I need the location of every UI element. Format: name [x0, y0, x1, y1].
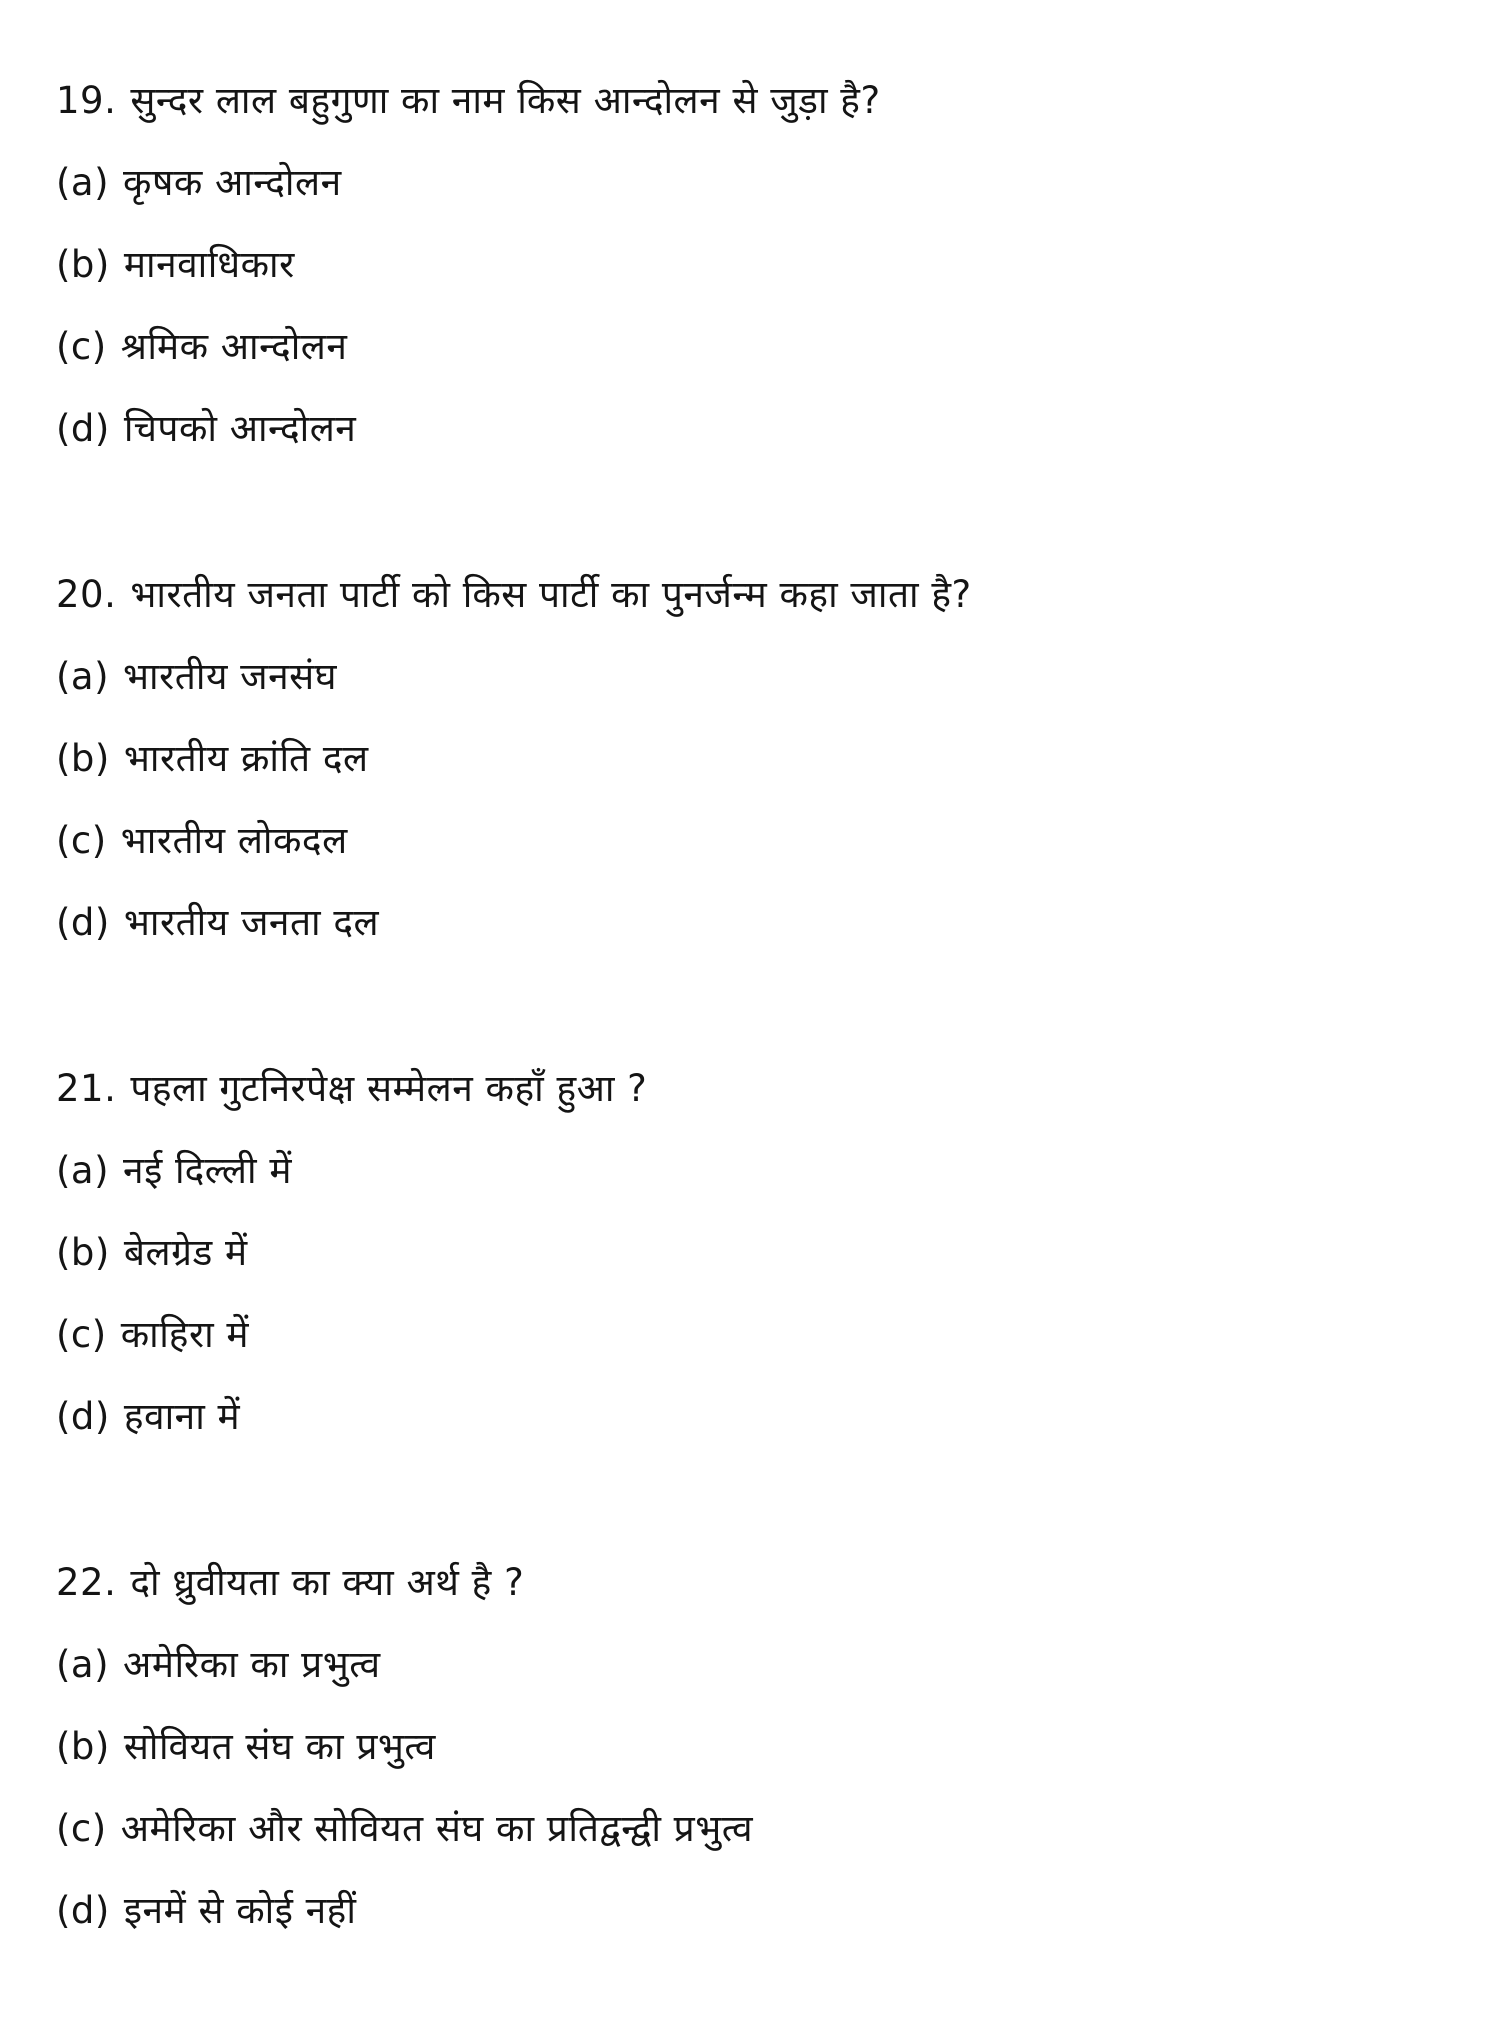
option-label: (d): [56, 1395, 110, 1438]
option-label: (c): [56, 1313, 107, 1356]
question-line: [56, 60, 1456, 142]
option-d: [56, 1376, 1456, 1458]
option-a: [56, 636, 1456, 718]
option-c: [56, 800, 1456, 882]
option-text: भारतीय जनसंघ: [123, 655, 338, 698]
option-text: चिपको आन्दोलन: [123, 407, 357, 450]
question-number: 20.: [56, 573, 117, 616]
option-text: नई दिल्ली में: [123, 1149, 292, 1192]
option-label: (d): [56, 901, 110, 944]
option-d: [56, 882, 1456, 964]
option-text: बेलग्रेड में: [123, 1231, 248, 1274]
option-b: [56, 224, 1456, 306]
option-label: (a): [56, 655, 110, 698]
option-b: [56, 718, 1456, 800]
option-c: [56, 1294, 1456, 1376]
option-b: [56, 1212, 1456, 1294]
question-20: [56, 554, 1456, 964]
option-c: [56, 306, 1456, 388]
question-line: [56, 554, 1456, 636]
option-d: [56, 388, 1456, 470]
option-label: (b): [56, 1231, 110, 1274]
option-label: (b): [56, 737, 110, 780]
option-text: काहिरा में: [120, 1313, 250, 1356]
option-label: (c): [56, 325, 107, 368]
option-label: (b): [56, 1725, 110, 1768]
option-a: [56, 142, 1456, 224]
option-label: (c): [56, 1807, 107, 1850]
option-label: (d): [56, 407, 110, 450]
option-label: (b): [56, 243, 110, 286]
question-text: सुन्दर लाल बहुगुणा का नाम किस आन्दोलन से जुड़ा है?: [130, 79, 881, 122]
option-b: [56, 1706, 1456, 1788]
question-22: [56, 1542, 1456, 1952]
question-line: [56, 1048, 1456, 1130]
option-text: भारतीय लोकदल: [120, 819, 348, 862]
option-text: अमेरिका का प्रभुत्व: [123, 1643, 381, 1686]
option-label: (a): [56, 1149, 110, 1192]
question-number: 21.: [56, 1067, 117, 1110]
option-c: [56, 1788, 1456, 1870]
option-text: कृषक आन्दोलन: [123, 161, 342, 204]
option-d: [56, 1870, 1456, 1952]
question-19: [56, 60, 1456, 470]
option-label: (a): [56, 161, 110, 204]
option-label: (a): [56, 1643, 110, 1686]
option-text: भारतीय क्रांति दल: [123, 737, 369, 780]
question-number: 19.: [56, 79, 117, 122]
option-text: भारतीय जनता दल: [123, 901, 380, 944]
question-number: 22.: [56, 1561, 117, 1604]
option-text: हवाना में: [123, 1395, 241, 1438]
option-text: अमेरिका और सोवियत संघ का प्रतिद्वन्द्वी प्रभुत्व: [120, 1807, 754, 1850]
option-label: (c): [56, 819, 107, 862]
option-text: मानवाधिकार: [123, 243, 295, 286]
question-line: [56, 1542, 1456, 1624]
option-a: [56, 1130, 1456, 1212]
option-label: (d): [56, 1889, 110, 1932]
option-text: इनमें से कोई नहीं: [123, 1889, 357, 1932]
question-21: [56, 1048, 1456, 1458]
question-text: भारतीय जनता पार्टी को किस पार्टी का पुनर्जन्म कहा जाता है?: [130, 573, 972, 616]
question-text: पहला गुटनिरपेक्ष सम्मेलन कहाँ हुआ ?: [130, 1067, 648, 1110]
option-text: सोवियत संघ का प्रभुत्व: [123, 1725, 436, 1768]
question-text: दो ध्रुवीयता का क्या अर्थ है ?: [130, 1561, 525, 1604]
option-text: श्रमिक आन्दोलन: [120, 325, 348, 368]
option-a: [56, 1624, 1456, 1706]
